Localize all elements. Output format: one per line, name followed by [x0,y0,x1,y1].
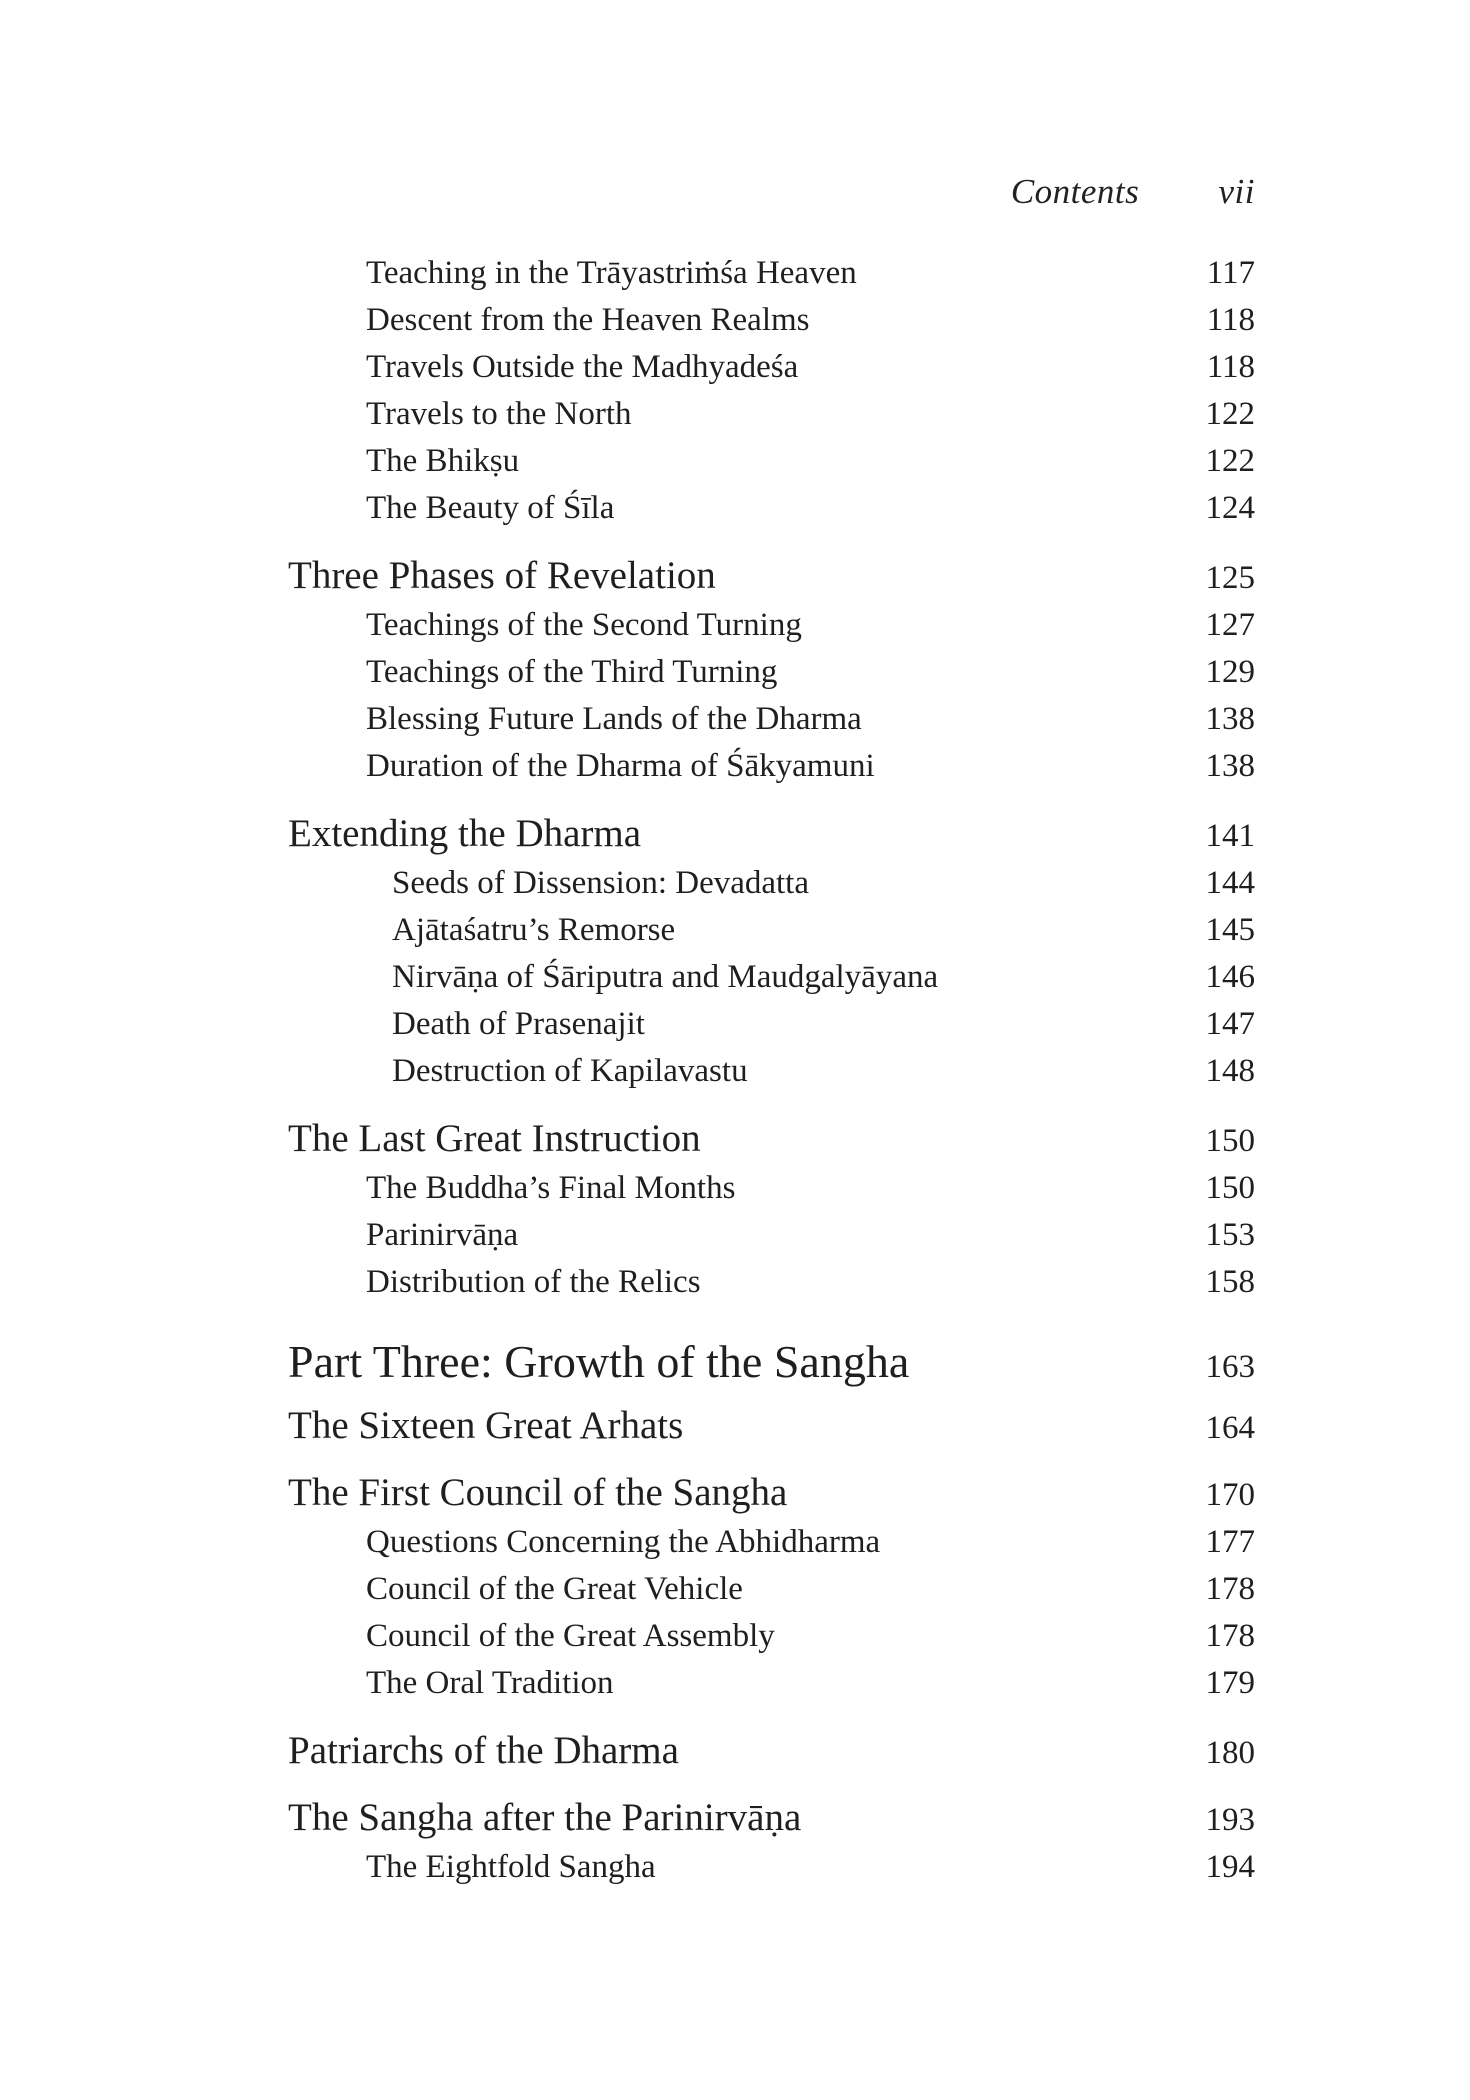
toc-entry-title: Questions Concerning the Abhidharma [366,1524,881,1560]
toc-entry-title: Ajātaśatru’s Remorse [392,912,676,948]
toc-entry-title: Teachings of the Third Turning [366,654,778,690]
toc-entry [366,1264,1255,1301]
toc-entry [366,1170,1255,1207]
toc-entry-title: Nirvāṇa of Śāriputra and Maudgalyāyana [392,959,939,995]
toc-chapter-entry [288,1470,1255,1515]
toc-entry [366,1217,1255,1254]
toc-entry-page: 148 [1205,1053,1255,1089]
toc-entry-page: 194 [1205,1849,1255,1885]
toc-entry [392,959,1255,996]
toc-entry-page: 141 [1205,818,1255,854]
toc-chapter-entry [288,1728,1255,1773]
toc-entry [366,1571,1255,1608]
toc-entry-title: Death of Prasenajit [392,1006,645,1042]
toc-entry-page: 178 [1205,1571,1255,1607]
toc-entry [366,443,1255,480]
toc-entry-page: 146 [1205,959,1255,995]
toc-entry [366,349,1255,386]
toc-entry-page: 179 [1205,1665,1255,1701]
toc-chapter-entry [288,1116,1255,1161]
toc-entry-title: Duration of the Dharma of Śākyamuni [366,748,875,784]
toc-entry [366,748,1255,785]
toc-entry-page: 138 [1205,748,1255,784]
toc-entry-title: Council of the Great Vehicle [366,1571,743,1607]
toc-entry-title: Travels to the North [366,396,632,432]
toc-chapter-entry [288,1795,1255,1840]
toc-entry [366,654,1255,691]
toc-entry-page: 193 [1205,1802,1255,1838]
toc-entry [366,1618,1255,1655]
toc-entry-title: Descent from the Heaven Realms [366,302,810,338]
toc-entry [366,302,1255,339]
toc-entry-page: 118 [1206,302,1255,338]
toc-entry [366,701,1255,738]
toc-entry-page: 170 [1205,1477,1255,1513]
toc-entry-page: 147 [1205,1006,1255,1042]
toc-entry-title: Travels Outside the Madhyadeśa [366,349,799,385]
toc-entry-page: 124 [1205,490,1255,526]
toc-entry-title: Council of the Great Assembly [366,1618,775,1654]
toc-entry [392,865,1255,902]
toc-entry-title: Destruction of Kapilavastu [392,1053,748,1089]
toc-entry-title: The Eightfold Sangha [366,1849,656,1885]
toc-entry [366,607,1255,644]
toc-chapter-entry [288,811,1255,856]
toc-entry-page: 177 [1205,1524,1255,1560]
toc-entry-page: 138 [1205,701,1255,737]
toc-entry [366,396,1255,433]
toc-chapter-title: The Last Great Instruction [288,1117,701,1160]
toc-entry-title: The Beauty of Śīla [366,490,615,526]
toc-entry [366,1524,1255,1561]
toc-entry-title: The Oral Tradition [366,1665,614,1701]
toc-entry-title: Teaching in the Trāyastriṁśa Heaven [366,255,857,291]
toc-chapter-title: Three Phases of Revelation [288,554,716,597]
toc-entry-page: 127 [1205,607,1255,643]
toc-entry-page: 164 [1205,1410,1255,1446]
toc-chapter-title: Extending the Dharma [288,812,642,855]
toc-part-entry [288,1335,1255,1388]
toc-entry [392,1006,1255,1043]
toc-entry [392,912,1255,949]
toc-part-title: Part Three: Growth of the Sangha [288,1336,910,1387]
toc-entry [366,1849,1255,1886]
toc-entry-page: 129 [1205,654,1255,690]
toc-entry-page: 158 [1205,1264,1255,1300]
toc-entry-title: Seeds of Dissension: Devadatta [392,865,809,901]
toc-entry-title: Blessing Future Lands of the Dharma [366,701,862,737]
toc-entry-page: 145 [1205,912,1255,948]
toc-entry-page: 163 [1205,1349,1255,1385]
toc-entry [366,490,1255,527]
toc-entry-page: 178 [1205,1618,1255,1654]
toc-entry-page: 117 [1206,255,1255,291]
toc-entry [366,255,1255,292]
toc-entry-page: 122 [1205,443,1255,479]
toc-entry [366,1665,1255,1702]
toc-entry-page: 122 [1205,396,1255,432]
toc-chapter-title: The Sixteen Great Arhats [288,1404,684,1447]
running-head-page-number: vii [1218,172,1255,211]
toc-chapter-title: Patriarchs of the Dharma [288,1729,679,1772]
toc-chapter-title: The Sangha after the Parinirvāṇa [288,1796,802,1839]
toc-entry-page: 150 [1205,1170,1255,1206]
toc-chapter-entry [288,553,1255,598]
toc-chapter-title: The First Council of the Sangha [288,1471,788,1514]
toc-entry-page: 118 [1206,349,1255,385]
toc-entry-page: 144 [1205,865,1255,901]
toc-entry-title: Parinirvāṇa [366,1217,519,1253]
toc-entry-page: 125 [1205,560,1255,596]
toc-entry [392,1053,1255,1090]
toc-entry-title: Teachings of the Second Turning [366,607,802,643]
toc-entry-title: Distribution of the Relics [366,1264,701,1300]
toc-entry-title: The Buddha’s Final Months [366,1170,736,1206]
toc-entry-page: 180 [1205,1735,1255,1771]
toc-entry-title: The Bhikṣu [366,443,520,479]
toc-entry-page: 153 [1205,1217,1255,1253]
running-head-title: Contents [1010,172,1140,211]
toc-chapter-entry [288,1403,1255,1448]
toc-entry-page: 150 [1205,1123,1255,1159]
